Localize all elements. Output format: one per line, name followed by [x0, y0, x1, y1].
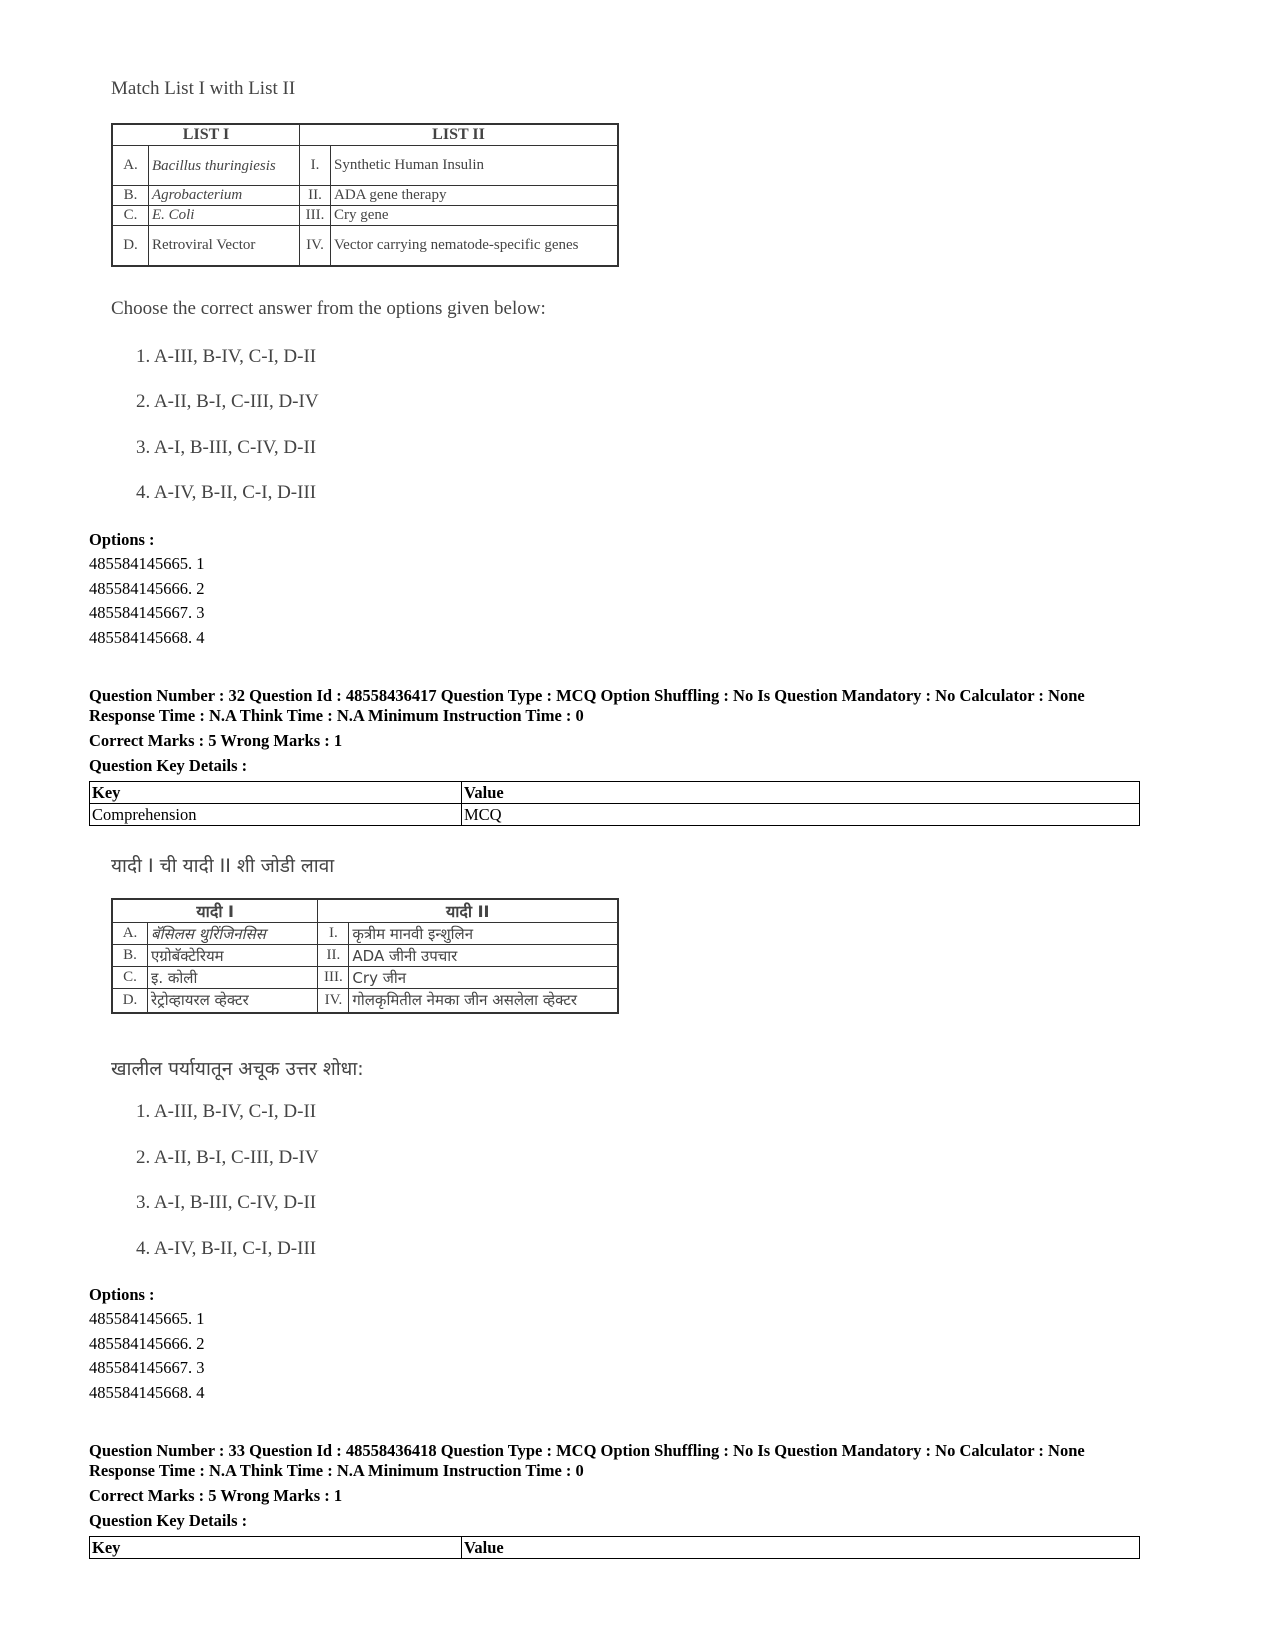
row-numeral: III. — [318, 967, 349, 989]
option-item: 485584145667. 3 — [89, 603, 205, 622]
q31-choice-4: 4. A-IV, B-II, C-I, D-III — [136, 482, 317, 503]
value-header: Value — [462, 782, 1140, 804]
q33-key-table — [89, 1536, 1140, 1559]
value-header: Value — [462, 1537, 1140, 1559]
list-ii-item: कृत्रीम मानवी इन्शुलिन — [349, 923, 618, 945]
key-details-label: Question Key Details : — [89, 1511, 248, 1530]
q32-meta — [89, 686, 1259, 776]
row-letter: C. — [112, 967, 148, 989]
row-letter: D. — [112, 989, 148, 1013]
list-i-item: E. Coli — [148, 206, 299, 226]
list-ii-item: Cry gene — [331, 206, 619, 226]
question-meta-line: Response Time : N.A Think Time : N.A Minimum Instruction Time : 0 — [89, 1461, 584, 1480]
options-label: Options : — [89, 1285, 155, 1304]
row-letter: D. — [112, 226, 148, 266]
row-numeral: II. — [300, 186, 331, 206]
row-numeral: II. — [318, 945, 349, 967]
q32-key-table — [89, 781, 1140, 826]
question-marks: Correct Marks : 5 Wrong Marks : 1 — [89, 731, 343, 750]
q31-instruction: Choose the correct answer from the options given below: — [111, 298, 546, 319]
list-ii-header: LIST II — [300, 124, 619, 146]
list-i-item: Retroviral Vector — [148, 226, 299, 266]
row-letter: A. — [112, 146, 148, 186]
list-i-header: LIST I — [112, 124, 300, 146]
q31-match-table — [111, 123, 619, 267]
list-ii-header: यादी II — [318, 899, 618, 923]
row-letter: B. — [112, 945, 148, 967]
key-header: Key — [90, 1537, 462, 1559]
list-ii-item: ADA जीनी उपचार — [349, 945, 618, 967]
row-numeral: I. — [318, 923, 349, 945]
row-numeral: IV. — [318, 989, 349, 1013]
question-marks: Correct Marks : 5 Wrong Marks : 1 — [89, 1486, 343, 1505]
row-letter: A. — [112, 923, 148, 945]
options-label: Options : — [89, 530, 155, 549]
list-i-item: रेट्रोव्हायरल व्हेक्टर — [148, 989, 318, 1013]
option-item: 485584145666. 2 — [89, 1333, 205, 1353]
q32-options — [89, 1283, 205, 1405]
list-ii-item: Synthetic Human Insulin — [331, 146, 619, 186]
key-details-label: Question Key Details : — [89, 756, 248, 775]
option-item: 485584145665. 1 — [89, 554, 205, 573]
list-i-item: एग्रोबॅक्टेरियम — [148, 945, 318, 967]
row-letter: B. — [112, 186, 148, 206]
option-item: 485584145666. 2 — [89, 578, 205, 598]
q32-question-lead: यादी I ची यादी II शी जोडी लावा — [111, 855, 335, 877]
key-header: Key — [90, 782, 462, 804]
list-i-item: इ. कोली — [148, 967, 318, 989]
q32-choice-3: 3. A-I, B-III, C-IV, D-II — [136, 1192, 317, 1213]
option-item: 485584145668. 4 — [89, 1382, 205, 1402]
option-item: 485584145667. 3 — [89, 1358, 205, 1377]
list-i-header: यादी I — [112, 899, 318, 923]
question-meta-line: Response Time : N.A Think Time : N.A Minimum Instruction Time : 0 — [89, 706, 584, 725]
q32-instruction: खालील पर्यायातून अचूक उत्तर शोधा: — [111, 1058, 364, 1080]
value-cell: MCQ — [462, 804, 1140, 826]
list-i-item: बॅसिलस थुरिंजिनसिस — [148, 923, 318, 945]
q32-choice-1: 1. A-III, B-IV, C-I, D-II — [136, 1101, 317, 1122]
list-i-item: Agrobacterium — [148, 186, 299, 206]
q31-choice-1: 1. A-III, B-IV, C-I, D-II — [136, 346, 317, 367]
list-ii-item: ADA gene therapy — [331, 186, 619, 206]
key-cell: Comprehension — [90, 804, 462, 826]
option-item: 485584145668. 4 — [89, 627, 205, 647]
row-numeral: I. — [300, 146, 331, 186]
question-meta-line: Question Number : 33 Question Id : 48558436418 Question Type : MCQ Option Shuffling : No Is Question Mandatory : No Calculator : None — [89, 1441, 1085, 1460]
q31-question-image — [111, 78, 671, 100]
row-numeral: IV. — [300, 226, 331, 266]
q31-choice-3: 3. A-I, B-III, C-IV, D-II — [136, 437, 317, 458]
list-i-item: Bacillus thuringiesis — [148, 146, 299, 186]
option-item: 485584145665. 1 — [89, 1309, 205, 1328]
row-letter: C. — [112, 206, 148, 226]
q32-match-table — [111, 898, 619, 1014]
list-ii-item: Vector carrying nematode-specific genes — [331, 226, 619, 266]
q32-choice-2: 2. A-II, B-I, C-III, D-IV — [136, 1147, 319, 1168]
q31-options — [89, 528, 205, 650]
q32-choice-4: 4. A-IV, B-II, C-I, D-III — [136, 1238, 317, 1259]
question-meta-line: Question Number : 32 Question Id : 48558436417 Question Type : MCQ Option Shuffling : No Is Question Mandatory : No Calculator : None — [89, 686, 1085, 705]
list-ii-item: Cry जीन — [349, 967, 618, 989]
q31-question-lead: Match List I with List II — [111, 78, 296, 99]
row-numeral: III. — [300, 206, 331, 226]
list-ii-item: गोलकृमितील नेमका जीन असलेला व्हेक्टर — [349, 989, 618, 1013]
q33-meta — [89, 1441, 1259, 1531]
q31-choice-2: 2. A-II, B-I, C-III, D-IV — [136, 391, 319, 412]
